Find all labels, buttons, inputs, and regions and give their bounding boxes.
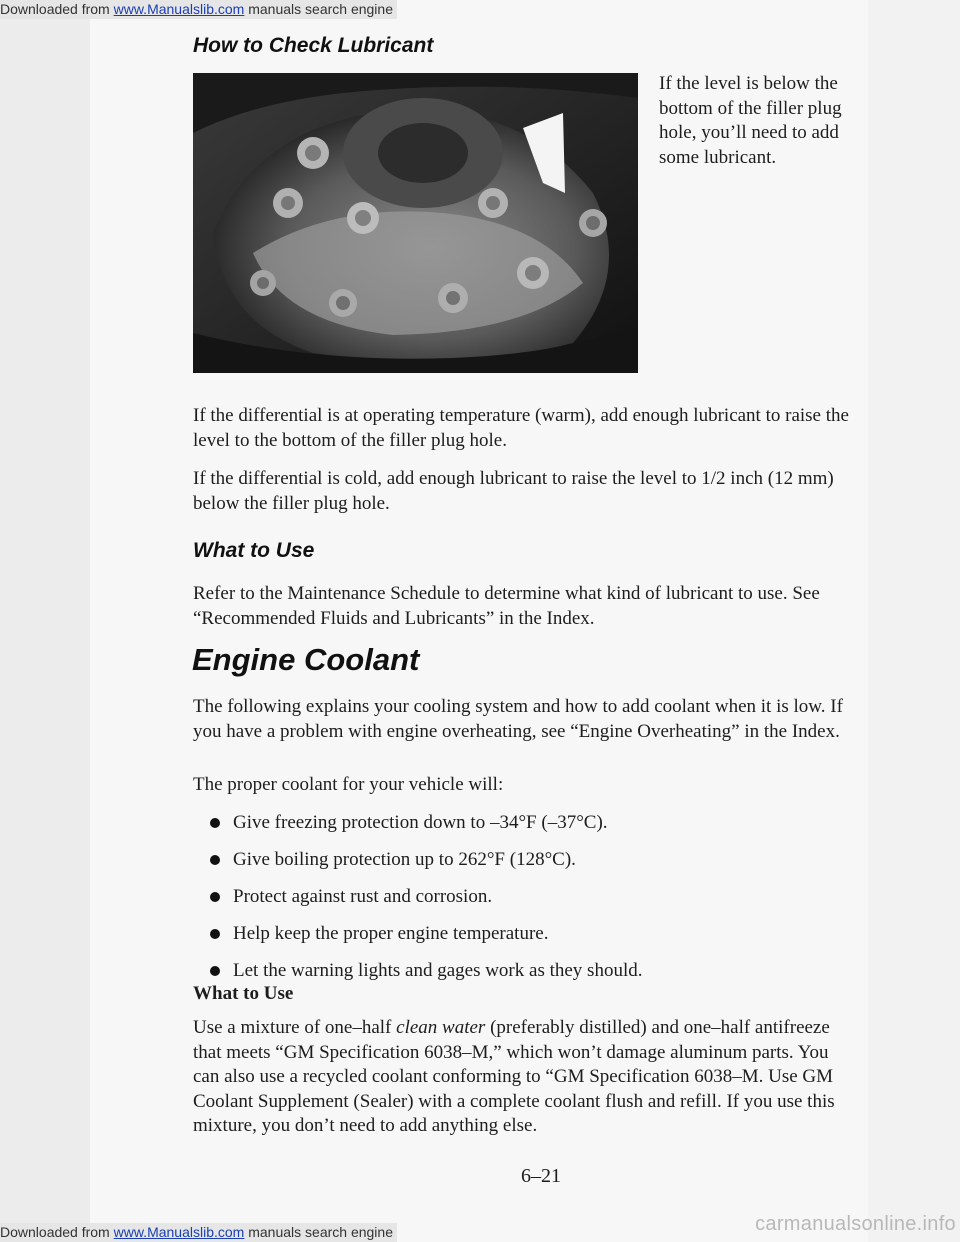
manualslib-link-top[interactable]: www.Manualslib.com	[113, 1, 245, 17]
heading-how-to-check-lubricant: How to Check Lubricant	[193, 34, 434, 57]
list-item	[210, 885, 642, 922]
para-lubricant-reference: Refer to the Maintenance Schedule to determine what kind of lubricant to use. See “Recommended Fluids and Lubricants” in the Index.	[193, 583, 820, 629]
watermark-bottom-prefix: Downloaded from	[0, 1224, 114, 1240]
para-coolant-intro: The following explains your cooling system and how to add coolant when it is low. If you have a problem with engine overheating, see “Engine Overheating” in the Index.	[193, 696, 843, 742]
differential-photo-drawing	[193, 73, 638, 373]
mixture-text-rest: (preferably distilled) and one–half antifreeze that meets “GM Specification 6038–M,” which won’t damage aluminum parts. You can also use a recycled coolant conforming to “GM Specification 6038–M. Use GM Coolant Supplement (Sealer) with a complete coolant flush and refill. If you use this mixture, you don’t need to add anything else.	[193, 1017, 835, 1136]
list-item	[210, 848, 642, 885]
heading-engine-coolant: Engine Coolant	[192, 642, 420, 677]
heading-what-to-use-lubricant: What to Use	[193, 539, 315, 562]
bullet-icon	[210, 966, 220, 976]
bullet-icon	[210, 929, 220, 939]
bullet-text: Give freezing protection down to –34°F (–37°C).	[233, 812, 608, 833]
watermark-top-prefix: Downloaded from	[0, 1, 114, 17]
bullet-text: Protect against rust and corrosion.	[233, 886, 493, 907]
para-warm-differential: If the differential is at operating temperature (warm), add enough lubricant to raise the level to the bottom of the filler plug hole.	[193, 405, 849, 451]
carmanualsonline-watermark: carmanualsonline.info	[755, 1213, 956, 1235]
watermark-top	[0, 0, 397, 19]
page-number: 6–21	[521, 1165, 561, 1187]
left-margin	[0, 0, 90, 1242]
bullet-icon	[210, 892, 220, 902]
watermark-top-suffix: manuals search engine	[244, 1, 393, 17]
manualslib-link-bottom[interactable]: www.Manualslib.com	[113, 1224, 245, 1240]
para-cold-differential: If the differential is cold, add enough lubricant to raise the level to 1/2 inch (12 mm) below the filler plug hole.	[193, 468, 834, 514]
mixture-text-start: Use a mixture of one–half	[193, 1017, 397, 1038]
coolant-benefits-list	[210, 811, 642, 996]
differential-photo	[193, 73, 638, 373]
mixture-clean-water: clean water	[396, 1017, 486, 1038]
bullet-text: Let the warning lights and gages work as they should.	[233, 960, 643, 981]
bullet-text: Give boiling protection up to 262°F (128°C).	[233, 849, 576, 870]
list-item	[210, 811, 642, 848]
filler-plug-note: If the level is below the bottom of the filler plug hole, you’ll need to add some lubricant.	[659, 73, 842, 168]
list-item	[210, 922, 642, 959]
heading-what-to-use-coolant: What to Use	[193, 983, 294, 1004]
para-coolant-mixture	[193, 1016, 858, 1139]
watermark-bottom	[0, 1223, 397, 1242]
para-coolant-lead: The proper coolant for your vehicle will:	[193, 774, 504, 795]
bullet-icon	[210, 818, 220, 828]
watermark-bottom-suffix: manuals search engine	[244, 1224, 393, 1240]
bullet-text: Help keep the proper engine temperature.	[233, 923, 549, 944]
bullet-icon	[210, 855, 220, 865]
